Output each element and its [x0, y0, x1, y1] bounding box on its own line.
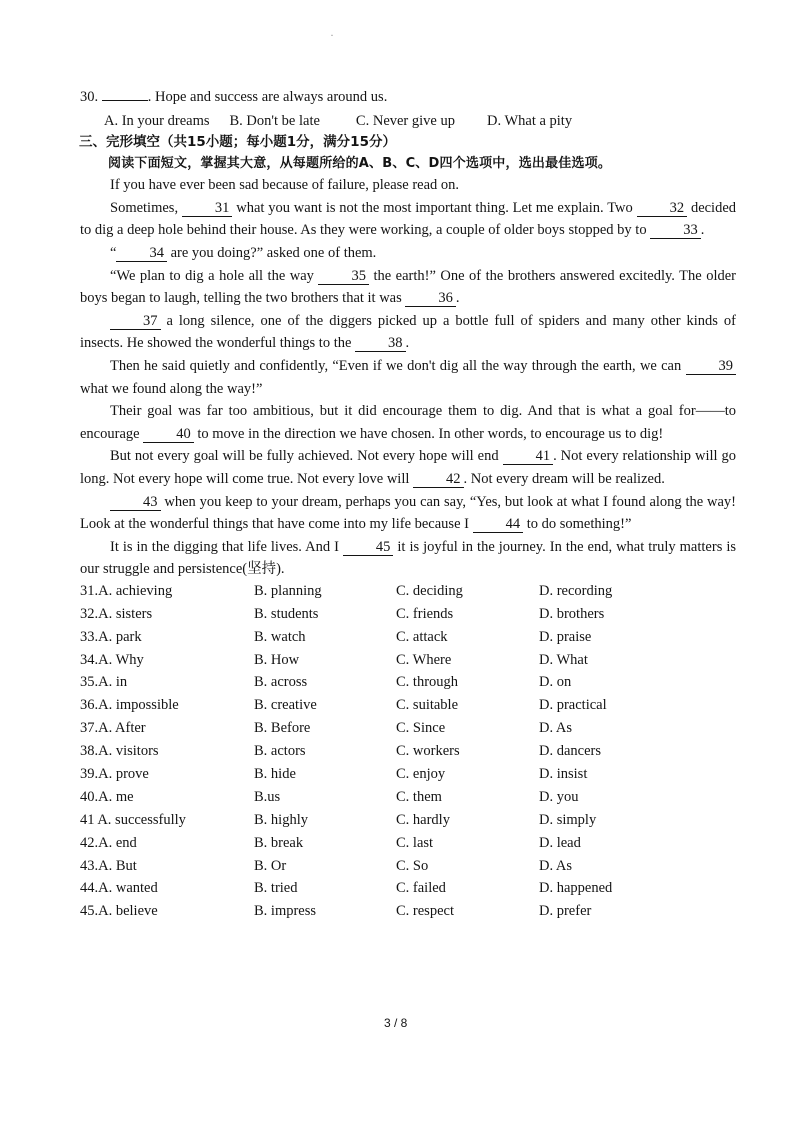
option-choice: D. practical — [539, 697, 607, 714]
text-span: when you keep to your dream, perhaps you can say, “Yes, but look at what I found along the way! Look at the wonderful things that have come into my life because I — [80, 493, 737, 533]
text-span: “ — [110, 244, 117, 261]
option-row — [80, 880, 689, 903]
option-choice: D. you — [539, 788, 579, 805]
question-30-blank — [102, 100, 148, 101]
text-span: “We plan to dig a hole all the way — [110, 267, 314, 284]
option-row — [80, 629, 689, 652]
passage-paragraph-9 — [80, 491, 736, 536]
option-choice: 42.A. end — [80, 834, 137, 851]
option-choice: C. attack — [396, 628, 448, 645]
option-row — [80, 606, 689, 629]
option-choice: B. break — [254, 834, 304, 851]
passage-paragraph-2 — [80, 197, 736, 242]
option-choice: B. creative — [254, 697, 317, 714]
option-choice: B. across — [254, 674, 308, 691]
text-span: to move in the direction we have chosen. In other words, to encourage us to dig! — [197, 425, 664, 442]
option-choice: D. brothers — [539, 605, 605, 622]
option-choice: B. actors — [254, 743, 306, 760]
section-heading: 三、完形填空（共15小题；每小题1分，满分15分） — [79, 134, 396, 151]
option-choice: D. lead — [539, 834, 581, 851]
text-span: it is joyful in the journey. In the end, what truly matters is our struggle and persistence(坚持). — [80, 538, 737, 578]
option-choice: C. workers — [396, 743, 460, 760]
option-choice: 43.A. But — [80, 857, 137, 874]
page-number: 3 / 8 — [384, 1016, 408, 1030]
option-choice: C. deciding — [396, 582, 463, 599]
blank-39: 39 — [686, 358, 737, 375]
option-choice: 32.A. sisters — [80, 605, 153, 622]
question-30 — [80, 86, 736, 109]
option-choice: 35.A. in — [80, 674, 128, 691]
passage-paragraph-8 — [80, 445, 736, 490]
blank-44: 44 — [473, 516, 524, 533]
passage-paragraph-6 — [80, 355, 736, 400]
option-row — [80, 903, 689, 926]
blank-41: 41 — [503, 448, 554, 465]
text-span: . Not every dream will be realized. — [463, 470, 665, 487]
option-choice: C. So — [396, 857, 429, 874]
option-choice: 39.A. prove — [80, 766, 149, 782]
option-30-a: A. In your dreams — [104, 112, 210, 129]
option-choice: B. planning — [254, 582, 322, 599]
text-span: . — [455, 290, 460, 307]
option-choice: D. simply — [539, 811, 597, 828]
option-choice: C. failed — [396, 880, 446, 897]
option-choice: B.us — [254, 788, 281, 805]
passage-paragraph-4 — [80, 265, 736, 310]
scan-speck: · — [330, 28, 334, 42]
option-choice: C. last — [396, 834, 434, 851]
option-choice: C. respect — [396, 903, 454, 920]
option-choice: 44.A. wanted — [80, 880, 158, 897]
option-choice: B. highly — [254, 811, 308, 828]
option-choice: B. Or — [254, 857, 287, 874]
text-span: . Not every relationship will go long. Not every hope will come true. Not every love will — [80, 448, 737, 487]
option-row — [80, 583, 689, 606]
option-choice: D. insist — [539, 766, 588, 782]
text-span: Sometimes, — [110, 199, 179, 216]
blank-33: 33 — [650, 222, 701, 239]
option-row — [80, 720, 689, 743]
option-choice: 45.A. believe — [80, 903, 158, 920]
option-choice: 41 A. successfully — [80, 811, 186, 828]
passage-paragraph-5 — [80, 310, 736, 355]
option-choice: 36.A. impossible — [80, 697, 179, 714]
blank-42: 42 — [413, 471, 464, 488]
option-choice: D. As — [539, 720, 573, 737]
option-choice: D. As — [539, 857, 573, 874]
option-row — [80, 812, 689, 835]
passage-paragraph-7 — [80, 400, 736, 445]
option-row — [80, 652, 689, 675]
blank-36: 36 — [405, 290, 456, 307]
option-choice: B. watch — [254, 628, 306, 645]
option-row — [80, 674, 689, 697]
passage-paragraph-10 — [80, 536, 736, 581]
option-choice: C. Where — [396, 651, 452, 668]
option-row — [80, 789, 689, 812]
question-30-options — [80, 110, 736, 133]
option-row — [80, 858, 689, 881]
option-choice: C. through — [396, 674, 459, 691]
option-choice: D. on — [539, 674, 572, 691]
option-choice: B. hide — [254, 766, 296, 782]
option-choice: D. praise — [539, 628, 592, 645]
option-row — [80, 697, 689, 720]
option-choice: D. dancers — [539, 743, 602, 760]
option-choice: D. What — [539, 651, 588, 668]
text-span: the earth!” One of the brothers answered excitedly. The older boys began to laugh, telling the two brothers that it was — [80, 267, 737, 307]
blank-32: 32 — [637, 200, 688, 217]
option-choice: B. tried — [254, 880, 298, 897]
text-span: Their goal was far too ambitious, but it did encourage them to dig. And that is what a goal for——to encourage — [80, 403, 736, 442]
text-span: what we found along the way!” — [80, 380, 263, 397]
option-choice: 38.A. visitors — [80, 743, 159, 760]
blank-43: 43 — [110, 494, 161, 511]
option-choice: C. them — [396, 788, 442, 805]
option-choice: B. impress — [254, 903, 317, 920]
text-span: decided to dig a deep hole behind their house. As they were working, a couple of older boys stopped by to — [80, 199, 737, 239]
text-span: what you want is not the most important thing. Let me explain. Two — [236, 199, 633, 216]
text-span: a long silence, one of the diggers picked up a bottle full of spiders and many other kinds of insects. He showed the wonderful things to the — [80, 312, 736, 352]
option-choice: C. friends — [396, 605, 454, 622]
text-span: Then he said quietly and confidently, “Even if we don't dig all the way through the earth, we can — [110, 357, 682, 374]
question-30-number: 30. — [80, 89, 99, 105]
option-choice: 34.A. Why — [80, 651, 144, 668]
blank-38: 38 — [355, 335, 406, 352]
option-30-c: C. Never give up — [355, 112, 455, 129]
blank-40: 40 — [143, 426, 194, 443]
option-choice: D. prefer — [539, 903, 592, 920]
answer-options-table — [80, 583, 689, 926]
option-choice: B. Before — [254, 720, 311, 737]
blank-35: 35 — [318, 268, 369, 285]
blank-45: 45 — [343, 539, 394, 556]
option-choice: B. students — [254, 605, 319, 622]
option-choice: B. How — [254, 651, 300, 668]
section-instruction: 阅读下面短文，掌握其大意，从每题所给的A、B、C、D四个选项中，选出最佳选项。 — [108, 156, 612, 172]
option-choice: C. enjoy — [396, 766, 446, 782]
option-30-d: D. What a pity — [486, 112, 573, 129]
text-span: . — [405, 335, 410, 352]
option-choice: 33.A. park — [80, 628, 142, 645]
option-choice: D. happened — [539, 880, 613, 897]
blank-37: 37 — [110, 313, 161, 330]
option-choice: C. suitable — [396, 697, 459, 714]
blank-31: 31 — [182, 200, 233, 217]
text-span: But not every goal will be fully achieved. Not every hope will end — [110, 448, 499, 465]
question-30-text: . Hope and success are always around us. — [147, 89, 388, 105]
option-choice: 37.A. After — [80, 720, 146, 737]
page-content — [80, 86, 736, 926]
blank-34: 34 — [116, 245, 167, 262]
option-choice: 31.A. achieving — [80, 582, 173, 599]
option-choice: D. recording — [539, 582, 613, 599]
option-choice: C. hardly — [396, 811, 450, 828]
option-row — [80, 743, 689, 766]
option-30-b: B. Don't be late — [229, 112, 320, 129]
text-span: It is in the digging that life lives. And I — [110, 538, 339, 555]
passage-paragraph-3 — [80, 242, 736, 265]
option-row — [80, 766, 689, 789]
text-span: are you doing?” asked one of them. — [170, 244, 377, 261]
option-row — [80, 835, 689, 858]
passage-paragraph-1: If you have ever been sad because of failure, please read on. — [110, 177, 460, 194]
option-choice: 40.A. me — [80, 788, 134, 805]
option-choice: C. Since — [396, 720, 446, 737]
text-span: to do something!” — [526, 516, 632, 533]
text-span: . — [700, 222, 705, 239]
